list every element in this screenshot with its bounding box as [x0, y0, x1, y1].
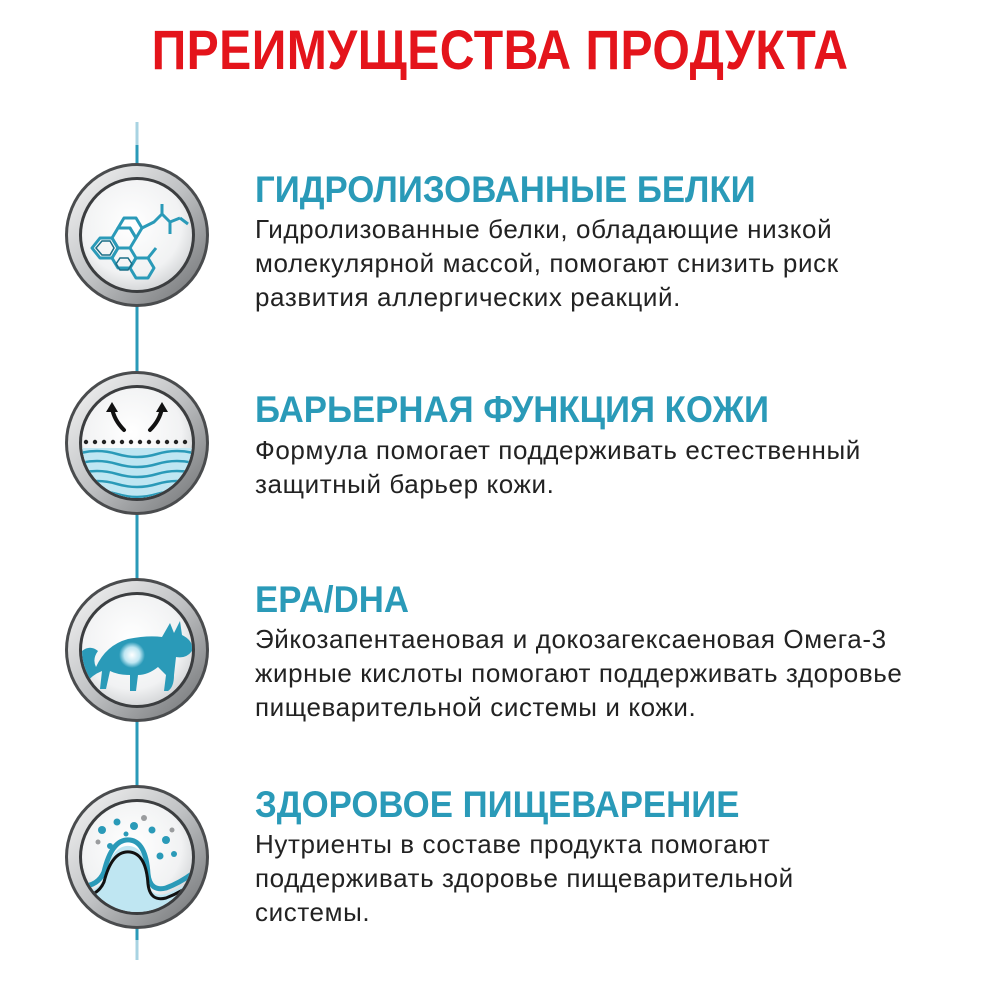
- feature-description-line: поддерживать здоровье пищеварительной: [255, 863, 794, 893]
- digestion-icon: [62, 782, 212, 932]
- feature-description: [255, 212, 985, 314]
- feature-heading: ГИДРОЛИЗОВАННЫЕ БЕЛКИ: [255, 169, 756, 210]
- feature-description: [255, 622, 985, 724]
- feature-description-line: защитный барьер кожи.: [255, 469, 555, 499]
- feature-description-line: Гидролизованные белки, обладающие низкой: [255, 214, 833, 244]
- feature-description: [255, 433, 985, 501]
- feature-description-line: системы.: [255, 897, 371, 927]
- feature-description-line: Эйкозапентаеновая и докозагексаеновая Омега-3: [255, 624, 887, 654]
- feature-heading: БАРЬЕРНАЯ ФУНКЦИЯ КОЖИ: [255, 389, 769, 430]
- feature-description-line: жирные кислоты помогают поддерживать здоровье: [255, 658, 903, 688]
- page-title: ПРЕИМУЩЕСТВА ПРОДУКТА: [151, 18, 849, 81]
- feature-description-line: Нутриенты в составе продукта помогают: [255, 829, 771, 859]
- feature-description-line: молекулярной массой, помогают снизить риск: [255, 248, 839, 278]
- feature-heading: EPA/DHA: [255, 579, 409, 620]
- feature-description-line: пищеварительной системы и кожи.: [255, 692, 697, 722]
- feature-heading: ЗДОРОВОЕ ПИЩЕВАРЕНИЕ: [255, 784, 740, 825]
- feature-description-line: Формула помогает поддерживать естественный: [255, 435, 861, 465]
- feature-description: [255, 827, 985, 929]
- molecule-icon: [62, 160, 212, 310]
- skin-barrier-icon: [62, 368, 212, 518]
- feature-description-line: развития аллергических реакций.: [255, 282, 681, 312]
- cat-icon: [62, 575, 212, 725]
